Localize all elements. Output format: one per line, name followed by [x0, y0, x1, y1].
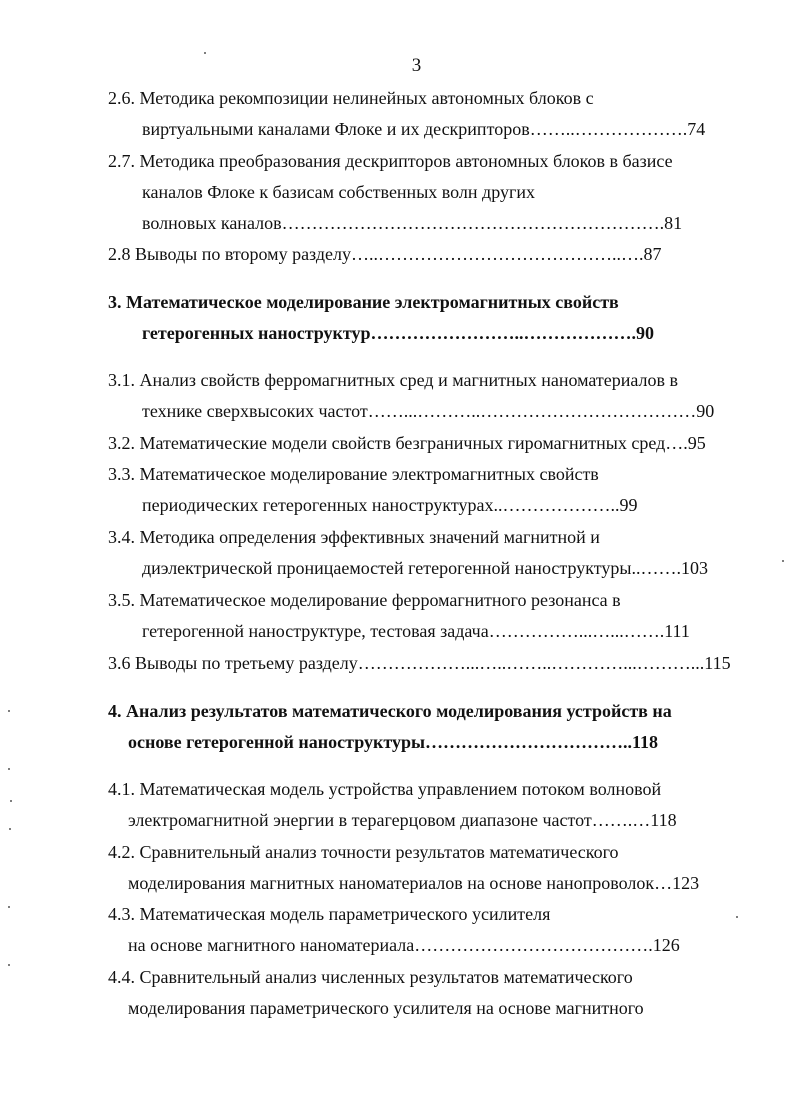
- toc-entry-4-2-line2: моделирования магнитных наноматериалов на основе нанопроволок…123: [128, 873, 700, 893]
- toc-entry-4-4-line2: моделирования параметрического усилителя на основе магнитного: [128, 998, 644, 1018]
- toc-entry-3-3-line2: периодических гетерогенных наноструктурах..………………..99: [142, 495, 638, 515]
- toc-chapter-4-line1: 4. Анализ результатов математического моделирования устройств на: [108, 701, 672, 721]
- toc-entry-3-1-line1: 3.1. Анализ свойств ферромагнитных сред и магнитных наноматериалов в: [108, 370, 679, 390]
- toc-entry-3-4-line2: диэлектрической проницаемостей гетерогенной наноструктуры..…….103: [142, 558, 708, 578]
- scan-speck: [736, 916, 738, 918]
- toc-entry-4-4-line1: 4.4. Сравнительный анализ численных результатов математического: [108, 967, 633, 987]
- scan-speck: [782, 560, 784, 562]
- toc-chapter-3-line1: 3. Математическое моделирование электромагнитных свойств: [108, 292, 619, 312]
- scan-speck: [8, 964, 10, 966]
- toc-entry-4-2-line1: 4.2. Сравнительный анализ точности результатов математического: [108, 842, 619, 862]
- toc-entry-3-2: 3.2. Математические модели свойств безграничных гиромагнитных сред….95: [108, 433, 706, 453]
- toc-entry-2-6-line2: виртуальными каналами Флоке и их дескрипторов……..……………….74: [142, 119, 706, 139]
- scan-speck: [8, 768, 10, 770]
- scan-speck: [204, 52, 206, 54]
- toc-entry-3-3-line1: 3.3. Математическое моделирование электромагнитных свойств: [108, 464, 599, 484]
- toc-entry-2-6-line1: 2.6. Методика рекомпозиции нелинейных автономных блоков с: [108, 88, 594, 108]
- scan-speck: [10, 800, 12, 802]
- toc-entry-4-3-line1: 4.3. Математическая модель параметрического усилителя: [108, 904, 551, 924]
- toc-entry-3-5-line1: 3.5. Математическое моделирование ферромагнитного резонанса в: [108, 590, 621, 610]
- toc-entry-2-7-line1: 2.7. Методика преобразования дескрипторов автономных блоков в базисе: [108, 151, 673, 171]
- toc-entry-3-6: 3.6 Выводы по третьему разделу………………...…..……..…………...………...115: [108, 653, 731, 673]
- toc-entry-2-7-line2: каналов Флоке к базисам собственных волн других: [142, 182, 535, 202]
- toc-entry-3-5-line2: гетерогенной наноструктуре, тестовая задача……………...…...…….111: [142, 621, 690, 641]
- toc-entry-2-7-line3: волновых каналов……………………………………………………….81: [142, 213, 683, 233]
- toc-chapter-4-line2: основе гетерогенной наноструктуры……………………………..118: [128, 732, 659, 752]
- toc-entry-4-1-line1: 4.1. Математическая модель устройства управлением потоком волновой: [108, 779, 662, 799]
- toc-entry-3-1-line2: технике сверхвысоких частот……...………..………………………………90: [142, 401, 715, 421]
- toc-entry-2-8: 2.8 Выводы по второму разделу…..…………………………………..….87: [108, 244, 662, 264]
- scan-speck: [8, 710, 10, 712]
- scan-speck: [9, 828, 11, 830]
- toc-entry-3-4-line1: 3.4. Методика определения эффективных значений магнитной и: [108, 527, 600, 547]
- toc-entry-4-1-line2: электромагнитной энергии в терагерцовом диапазоне частот…….…118: [128, 810, 677, 830]
- toc-entry-4-3-line2: на основе магнитного наноматериала………………………………….126: [128, 935, 680, 955]
- page-number: 3: [411, 55, 422, 76]
- toc-chapter-3-line2: гетерогенных наноструктур……………………..……………….90: [142, 323, 655, 343]
- scan-speck: [8, 906, 10, 908]
